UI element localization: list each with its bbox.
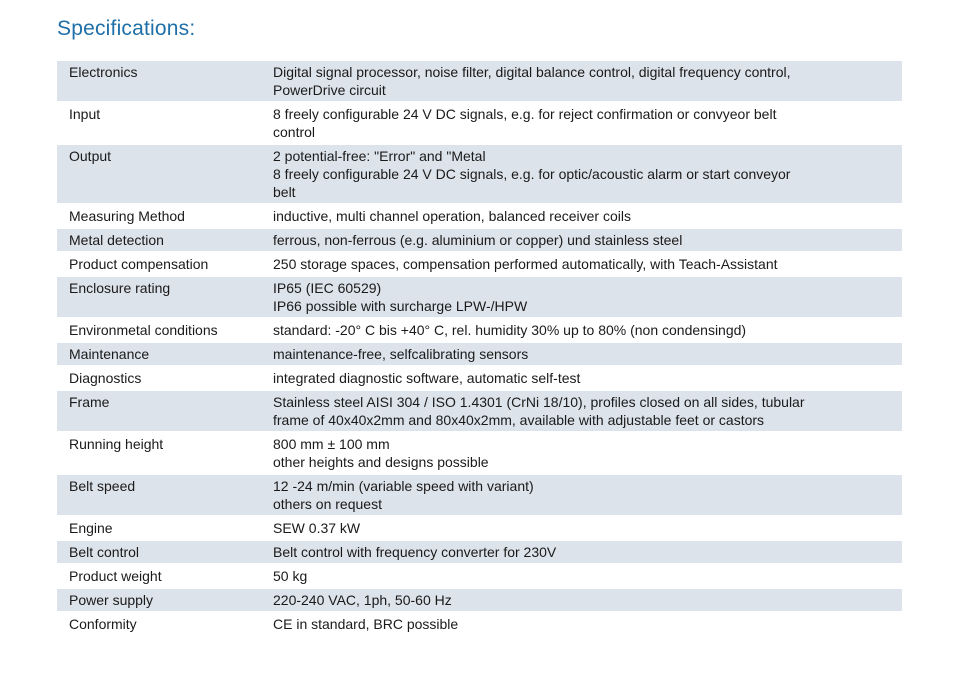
- spec-value: [261, 228, 902, 252]
- spec-row: [57, 612, 902, 636]
- spec-value-line: maintenance-free, selfcalibrating sensors: [273, 346, 529, 362]
- spec-label: Diagnostics: [57, 366, 261, 390]
- spec-value: [261, 540, 902, 564]
- spec-row: [57, 366, 902, 390]
- spec-value: [261, 612, 902, 636]
- spec-value-line: Digital signal processor, noise filter, digital balance control, digital frequency control,: [273, 64, 791, 80]
- spec-value-line: control: [273, 124, 316, 140]
- spec-label: Power supply: [57, 588, 261, 612]
- spec-row: [57, 61, 902, 102]
- spec-value-line: integrated diagnostic software, automatic self-test: [273, 370, 581, 386]
- spec-value-line: frame of 40x40x2mm and 80x40x2mm, available with adjustable feet or castors: [273, 412, 765, 428]
- spec-row: [57, 102, 902, 144]
- spec-value-line: SEW 0.37 kW: [273, 520, 361, 536]
- spec-value: [261, 474, 902, 516]
- spec-value-line: IP65 (IEC 60529): [273, 280, 382, 296]
- spec-row: [57, 318, 902, 342]
- spec-label: Environmetal conditions: [57, 318, 261, 342]
- page-title: Specifications:: [57, 17, 196, 40]
- spec-value-line: PowerDrive circuit: [273, 82, 386, 98]
- spec-label: Engine: [57, 516, 261, 540]
- spec-value-line: 2 potential-free: "Error" and "Metal: [273, 148, 486, 164]
- spec-label: Product weight: [57, 564, 261, 588]
- spec-label: Belt control: [57, 540, 261, 564]
- spec-label: Measuring Method: [57, 204, 261, 228]
- spec-value-line: other heights and designs possible: [273, 454, 489, 470]
- spec-label: Output: [57, 144, 261, 204]
- spec-value-line: 800 mm ± 100 mm: [273, 436, 390, 452]
- spec-value-line: 8 freely configurable 24 V DC signals, e.g. for reject confirmation or convyeor belt: [273, 106, 777, 122]
- spec-label: Input: [57, 102, 261, 144]
- spec-value-line: ferrous, non-ferrous (e.g. aluminium or copper) und stainless steel: [273, 232, 683, 248]
- spec-row: [57, 252, 902, 276]
- spec-value-line: Stainless steel AISI 304 / ISO 1.4301 (CrNi 18/10), profiles closed on all sides, tubular: [273, 394, 805, 410]
- spec-row: [57, 144, 902, 204]
- spec-value: [261, 342, 902, 366]
- spec-value-line: CE in standard, BRC possible: [273, 616, 459, 632]
- spec-value: [261, 318, 902, 342]
- spec-value: [261, 366, 902, 390]
- spec-value-line: 250 storage spaces, compensation performed automatically, with Teach-Assistant: [273, 256, 778, 272]
- spec-value-line: standard: -20° C bis +40° C, rel. humidity 30% up to 80% (non condensingd): [273, 322, 747, 338]
- spec-value: [261, 144, 902, 204]
- spec-row: [57, 588, 902, 612]
- spec-value: [261, 432, 902, 474]
- spec-row: [57, 474, 902, 516]
- spec-label: Frame: [57, 390, 261, 432]
- spec-value: [261, 252, 902, 276]
- spec-row: [57, 516, 902, 540]
- spec-row: [57, 342, 902, 366]
- spec-row: [57, 432, 902, 474]
- spec-value-line: 220-240 VAC, 1ph, 50-60 Hz: [273, 592, 452, 608]
- spec-label: Conformity: [57, 612, 261, 636]
- spec-label: Enclosure rating: [57, 276, 261, 318]
- spec-label: Maintenance: [57, 342, 261, 366]
- spec-value: [261, 588, 902, 612]
- spec-value: [261, 390, 902, 432]
- spec-label: Electronics: [57, 61, 261, 102]
- spec-row: [57, 276, 902, 318]
- spec-value-line: belt: [273, 184, 296, 200]
- spec-value: [261, 61, 902, 102]
- spec-label: Belt speed: [57, 474, 261, 516]
- spec-value-line: 50 kg: [273, 568, 308, 584]
- spec-row: [57, 564, 902, 588]
- spec-label: Product compensation: [57, 252, 261, 276]
- spec-row: [57, 204, 902, 228]
- spec-value: [261, 276, 902, 318]
- spec-label: Metal detection: [57, 228, 261, 252]
- spec-value-line: Belt control with frequency converter for 230V: [273, 544, 557, 560]
- spec-label: Running height: [57, 432, 261, 474]
- specifications-table-body: [57, 61, 902, 636]
- spec-row: [57, 390, 902, 432]
- spec-value: [261, 516, 902, 540]
- spec-value-line: 8 freely configurable 24 V DC signals, e.g. for optic/acoustic alarm or start conveyor: [273, 166, 791, 182]
- spec-value: [261, 102, 902, 144]
- spec-row: [57, 540, 902, 564]
- spec-value: [261, 564, 902, 588]
- spec-row: [57, 228, 902, 252]
- spec-value-line: IP66 possible with surcharge LPW-/HPW: [273, 298, 528, 314]
- spec-value-line: 12 -24 m/min (variable speed with variant): [273, 478, 534, 494]
- spec-value-line: others on request: [273, 496, 382, 512]
- specifications-table: [57, 61, 902, 637]
- spec-value-line: inductive, multi channel operation, balanced receiver coils: [273, 208, 631, 224]
- spec-value: [261, 204, 902, 228]
